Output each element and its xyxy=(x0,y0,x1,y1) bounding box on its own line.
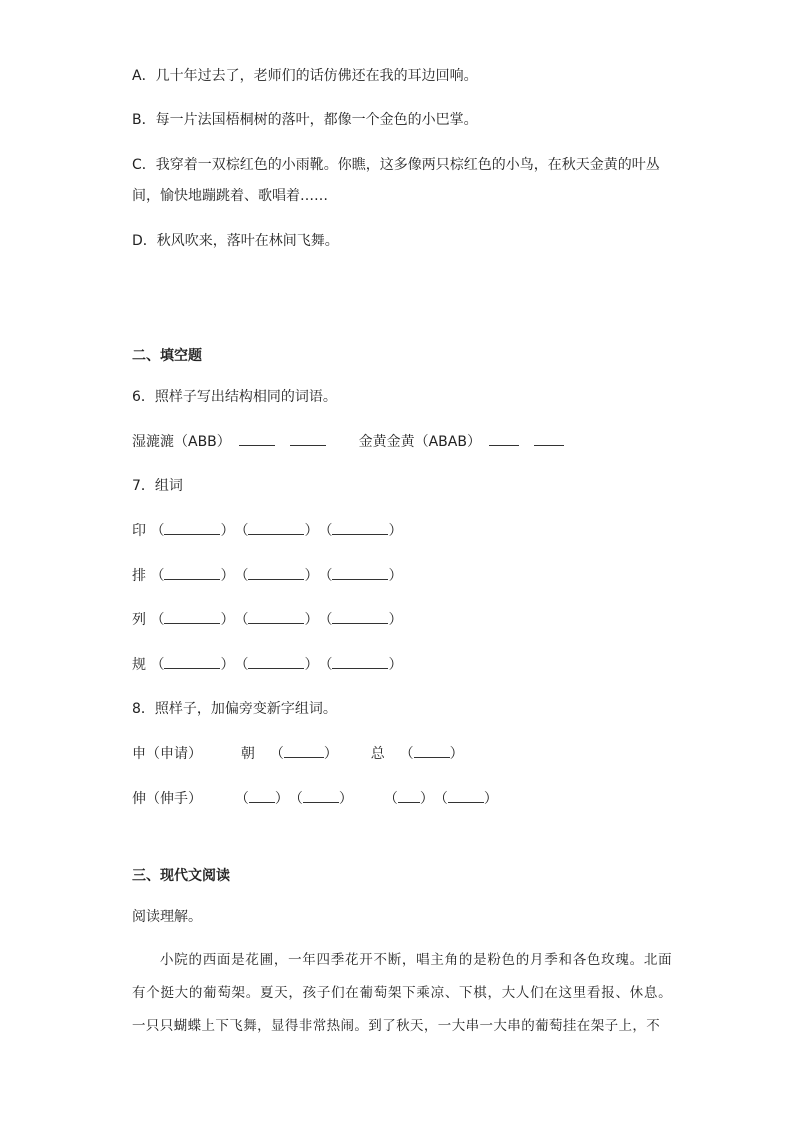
answer-blank[interactable] xyxy=(414,743,450,758)
q7-char: 列 xyxy=(132,612,146,628)
close-paren: ） xyxy=(220,612,235,628)
close-paren: ） xyxy=(388,612,403,628)
q6-answers xyxy=(132,431,564,452)
answer-blank[interactable] xyxy=(284,743,324,758)
answer-blank[interactable] xyxy=(248,565,304,580)
open-paren: （ xyxy=(150,568,165,584)
open-paren: （ xyxy=(318,657,333,673)
q6-blank-2[interactable] xyxy=(290,431,326,446)
close-paren: ） xyxy=(323,746,338,762)
q7-char: 规 xyxy=(132,657,146,673)
q7-row xyxy=(132,520,402,541)
q8-prompt: 8．照样子，加偏旁变新字组词。 xyxy=(132,701,337,717)
option-b: B．每一片法国梧桐树的落叶，都像一个金色的小巴掌。 xyxy=(132,112,478,128)
option-c-line2: 间，愉快地蹦跳着、歌唱着…… xyxy=(132,188,328,204)
open-paren: （ xyxy=(150,612,165,628)
close-paren: ） xyxy=(483,791,498,807)
q8-char-1: 朝 xyxy=(240,746,255,762)
q7-char: 印 xyxy=(132,523,146,539)
open-paren: （ xyxy=(234,657,249,673)
option-c-line1: C．我穿着一双棕红色的小雨靴。你瞧，这多像两只棕红色的小鸟，在秋天金黄的叶丛 xyxy=(132,157,660,173)
close-paren: ） xyxy=(449,746,464,762)
q6-blank-4[interactable] xyxy=(534,431,564,446)
open-paren: （ xyxy=(433,791,448,807)
open-paren: （ xyxy=(269,746,284,762)
q6-blank-1[interactable] xyxy=(239,431,275,446)
q6-example-2: 金黄金黄（ABAB） xyxy=(358,434,481,450)
open-paren: （ xyxy=(234,523,249,539)
close-paren: ） xyxy=(304,523,319,539)
open-paren: （ xyxy=(318,612,333,628)
answer-blank[interactable] xyxy=(398,788,420,803)
answer-blank[interactable] xyxy=(248,609,304,624)
q8-answer-group xyxy=(235,788,353,809)
close-paren: ） xyxy=(388,523,403,539)
q7-row xyxy=(132,609,402,630)
section-2-title: 二、填空题 xyxy=(132,348,202,364)
open-paren: （ xyxy=(318,568,333,584)
answer-blank[interactable] xyxy=(164,609,220,624)
q8-row-2 xyxy=(132,788,498,809)
answer-blank[interactable] xyxy=(332,609,388,624)
open-paren: （ xyxy=(150,523,165,539)
close-paren: ） xyxy=(220,523,235,539)
section-3-title: 三、现代文阅读 xyxy=(132,868,230,884)
q7-row xyxy=(132,654,402,675)
close-paren: ） xyxy=(304,612,319,628)
close-paren: ） xyxy=(388,657,403,673)
open-paren: （ xyxy=(318,523,333,539)
close-paren: ） xyxy=(274,791,289,807)
answer-blank[interactable] xyxy=(249,788,275,803)
q7-answer-group xyxy=(150,654,402,675)
answer-blank[interactable] xyxy=(248,654,304,669)
close-paren: ） xyxy=(220,657,235,673)
q6-blank-3[interactable] xyxy=(489,431,519,446)
close-paren: ） xyxy=(304,657,319,673)
open-paren: （ xyxy=(383,791,398,807)
q7-answer-group xyxy=(150,565,402,586)
open-paren: （ xyxy=(234,568,249,584)
q8-row-1 xyxy=(132,743,464,764)
q7-answer-group xyxy=(150,609,402,630)
answer-blank[interactable] xyxy=(332,654,388,669)
q8-char-2: 总 xyxy=(370,746,385,762)
close-paren: ） xyxy=(304,568,319,584)
q7-char: 排 xyxy=(132,568,146,584)
passage-paragraph: 小院的西面是花圃，一年四季花开不断，唱主角的是粉色的月季和各色玫瑰。北面有个挺大的葡萄架。夏天，孩子们在葡萄架下乘凉、下棋，大人们在这里看报、休息。一只只蝴蝶上下飞舞，显得非常热闹。到了秋天，一大串一大串的葡萄挂在架子上，不 xyxy=(132,952,672,1034)
close-paren: ） xyxy=(338,791,353,807)
option-d: D．秋风吹来，落叶在林间飞舞。 xyxy=(132,233,339,249)
close-paren: ） xyxy=(388,568,403,584)
open-paren: （ xyxy=(234,791,249,807)
q8-answer-group xyxy=(400,743,464,764)
answer-blank[interactable] xyxy=(164,565,220,580)
q8-answer-group xyxy=(270,743,338,764)
answer-blank[interactable] xyxy=(332,520,388,535)
reading-intro: 阅读理解。 xyxy=(132,909,202,925)
answer-blank[interactable] xyxy=(164,654,220,669)
open-paren: （ xyxy=(234,612,249,628)
answer-blank[interactable] xyxy=(303,788,339,803)
option-a: A．几十年过去了，老师们的话仿佛还在我的耳边回响。 xyxy=(132,68,478,84)
q7-answer-group xyxy=(150,520,402,541)
q8-example-1: 申（申请） xyxy=(132,746,202,762)
open-paren: （ xyxy=(150,657,165,673)
q7-row xyxy=(132,565,402,586)
q6-prompt: 6．照样子写出结构相同的词语。 xyxy=(132,389,337,405)
q8-example-2: 伸（伸手） xyxy=(132,791,202,807)
answer-blank[interactable] xyxy=(164,520,220,535)
open-paren: （ xyxy=(288,791,303,807)
answer-blank[interactable] xyxy=(448,788,484,803)
answer-blank[interactable] xyxy=(248,520,304,535)
q6-example-1: 湿漉漉（ABB） xyxy=(132,434,231,450)
close-paren: ） xyxy=(220,568,235,584)
reading-passage xyxy=(132,944,672,1043)
open-paren: （ xyxy=(399,746,414,762)
q8-answer-group xyxy=(384,788,498,809)
answer-blank[interactable] xyxy=(332,565,388,580)
q7-prompt: 7．组词 xyxy=(132,478,183,494)
close-paren: ） xyxy=(419,791,434,807)
